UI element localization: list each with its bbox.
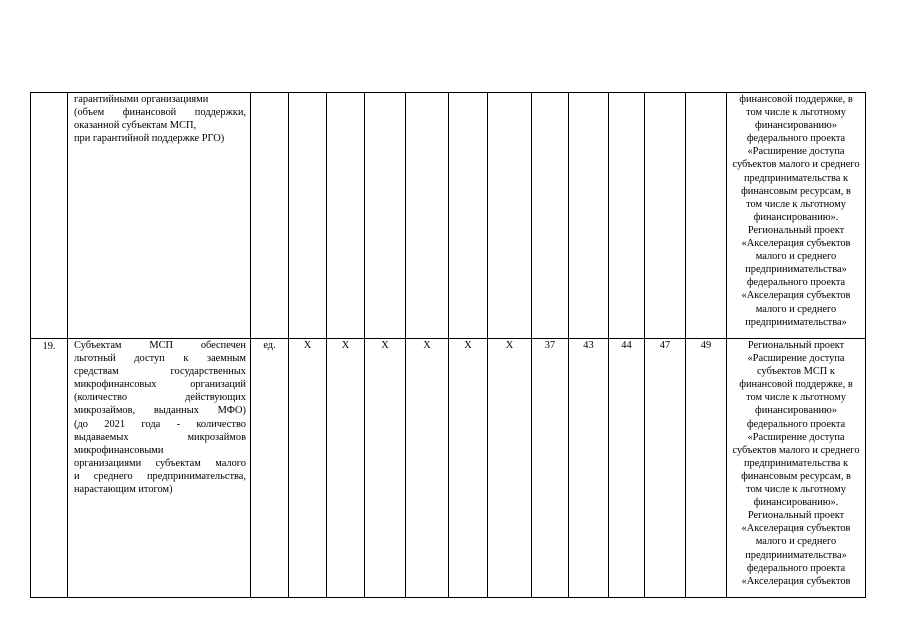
regional-project-line: малого и среднего [755,536,837,548]
indicator-name-line: при гарантийной поддержке РГО) [74,133,225,145]
regional-project-line: субъектов малого и среднего [732,159,860,171]
regional-project-line: «Акселерация субъектов [741,523,851,535]
value-cell [449,93,488,339]
regional-project-line: предпринимательства» [745,264,847,276]
regional-project-line: «Расширение доступа [747,353,845,365]
row-number [31,93,68,339]
unit-cell [251,93,289,339]
value-cell [532,93,569,339]
regional-project-line: предпринимательства к [743,457,849,469]
indicator-name-line: оказанной субъектам МСП, [74,120,197,132]
value-cell [406,93,449,339]
indicator-name-line: (до 2021 года - количество [74,418,246,430]
value-cell: 44 [609,339,645,598]
regional-project-line: «Расширение доступа [747,146,845,158]
indicator-name-line: (количество действующих [74,392,246,404]
regional-project-cell [727,93,866,339]
regional-project-line: финансированию» [754,120,838,132]
value-cell: X [488,339,532,598]
value-cell [488,93,532,339]
indicator-name-line: (объем финансовой поддержки, [74,107,246,119]
indicator-name-line: льготный доступ к заемным [74,353,246,365]
value-cell: X [327,339,365,598]
regional-project-line: том числе к льготному [746,107,846,119]
value-cell [365,93,406,339]
regional-project-line: предпринимательства к [743,172,849,184]
indicator-name-line: микрофинансовыми [74,444,164,456]
indicator-name-line: выдаваемых микрозаймов [74,431,246,443]
value-cell [289,93,327,339]
indicator-name-line: гарантийными организациями [74,94,209,105]
unit-cell: ед. [251,339,289,598]
value-cell: X [289,339,327,598]
value-cell: 49 [686,339,727,598]
regional-project-line: финансированию» [754,405,838,417]
value-cell [327,93,365,339]
indicator-name-line: микрозаймов, выданных МФО) [74,405,246,417]
regional-project-line: субъектов малого и среднего [732,444,860,456]
row-number: 19. [31,339,68,598]
indicator-name-line: организациями субъектам малого [74,457,246,469]
regional-project-line: субъектов МСП к [757,366,835,378]
regional-project-line: «Расширение доступа [747,431,845,443]
indicator-name-line: Субъектам МСП обеспечен [74,340,246,351]
regional-project-line: федерального проекта [746,562,846,574]
table-row [31,93,866,339]
value-cell [645,93,686,339]
regional-project-line: малого и среднего [755,251,837,263]
regional-project-line: «Акселерация субъектов [741,238,851,250]
table-body [31,93,866,598]
regional-project-line: финансовым ресурсам, в [741,470,851,482]
regional-project-line: федерального проекта [746,277,846,289]
regional-project-line: финансированию». [753,211,839,223]
value-cell: X [406,339,449,598]
regional-project-line: федерального проекта [746,418,846,430]
regional-project-line: «Акселерация субъектов [741,575,851,587]
regional-project-line: малого и среднего [755,303,837,315]
regional-project-line: предпринимательства» [745,549,847,561]
table-row [31,339,866,598]
indicator-name-line: микрофинансовых организаций [74,379,246,391]
value-cell: X [365,339,406,598]
regional-project-line: Региональный проект [747,340,845,351]
value-cell: X [449,339,488,598]
indicator-name [68,93,251,339]
regional-project-line: том числе к льготному [746,484,846,496]
regional-project-line: финансовой поддержке, в [739,94,853,105]
regional-project-line: финансированию». [753,497,839,509]
indicator-name [68,339,251,598]
regional-project-line: финансовой поддержке, в [739,379,853,391]
indicators-table [30,92,866,598]
regional-project-line: том числе к льготному [746,392,846,404]
indicator-name-line: и среднего предпринимательства, [74,470,246,482]
regional-project-line: предпринимательства» [745,316,847,328]
value-cell: 43 [569,339,609,598]
regional-project-line: Региональный проект [747,510,845,522]
regional-project-line: Региональный проект [747,224,845,236]
indicator-name-line: средствам государственных [74,366,246,378]
regional-project-cell [727,339,866,598]
value-cell [686,93,727,339]
regional-project-line: федерального проекта [746,133,846,145]
regional-project-line: том числе к льготному [746,198,846,210]
value-cell [609,93,645,339]
value-cell [569,93,609,339]
value-cell: 37 [532,339,569,598]
value-cell: 47 [645,339,686,598]
regional-project-line: финансовым ресурсам, в [741,185,851,197]
regional-project-line: «Акселерация субъектов [741,290,851,302]
indicator-name-line: нарастающим итогом) [74,484,173,496]
